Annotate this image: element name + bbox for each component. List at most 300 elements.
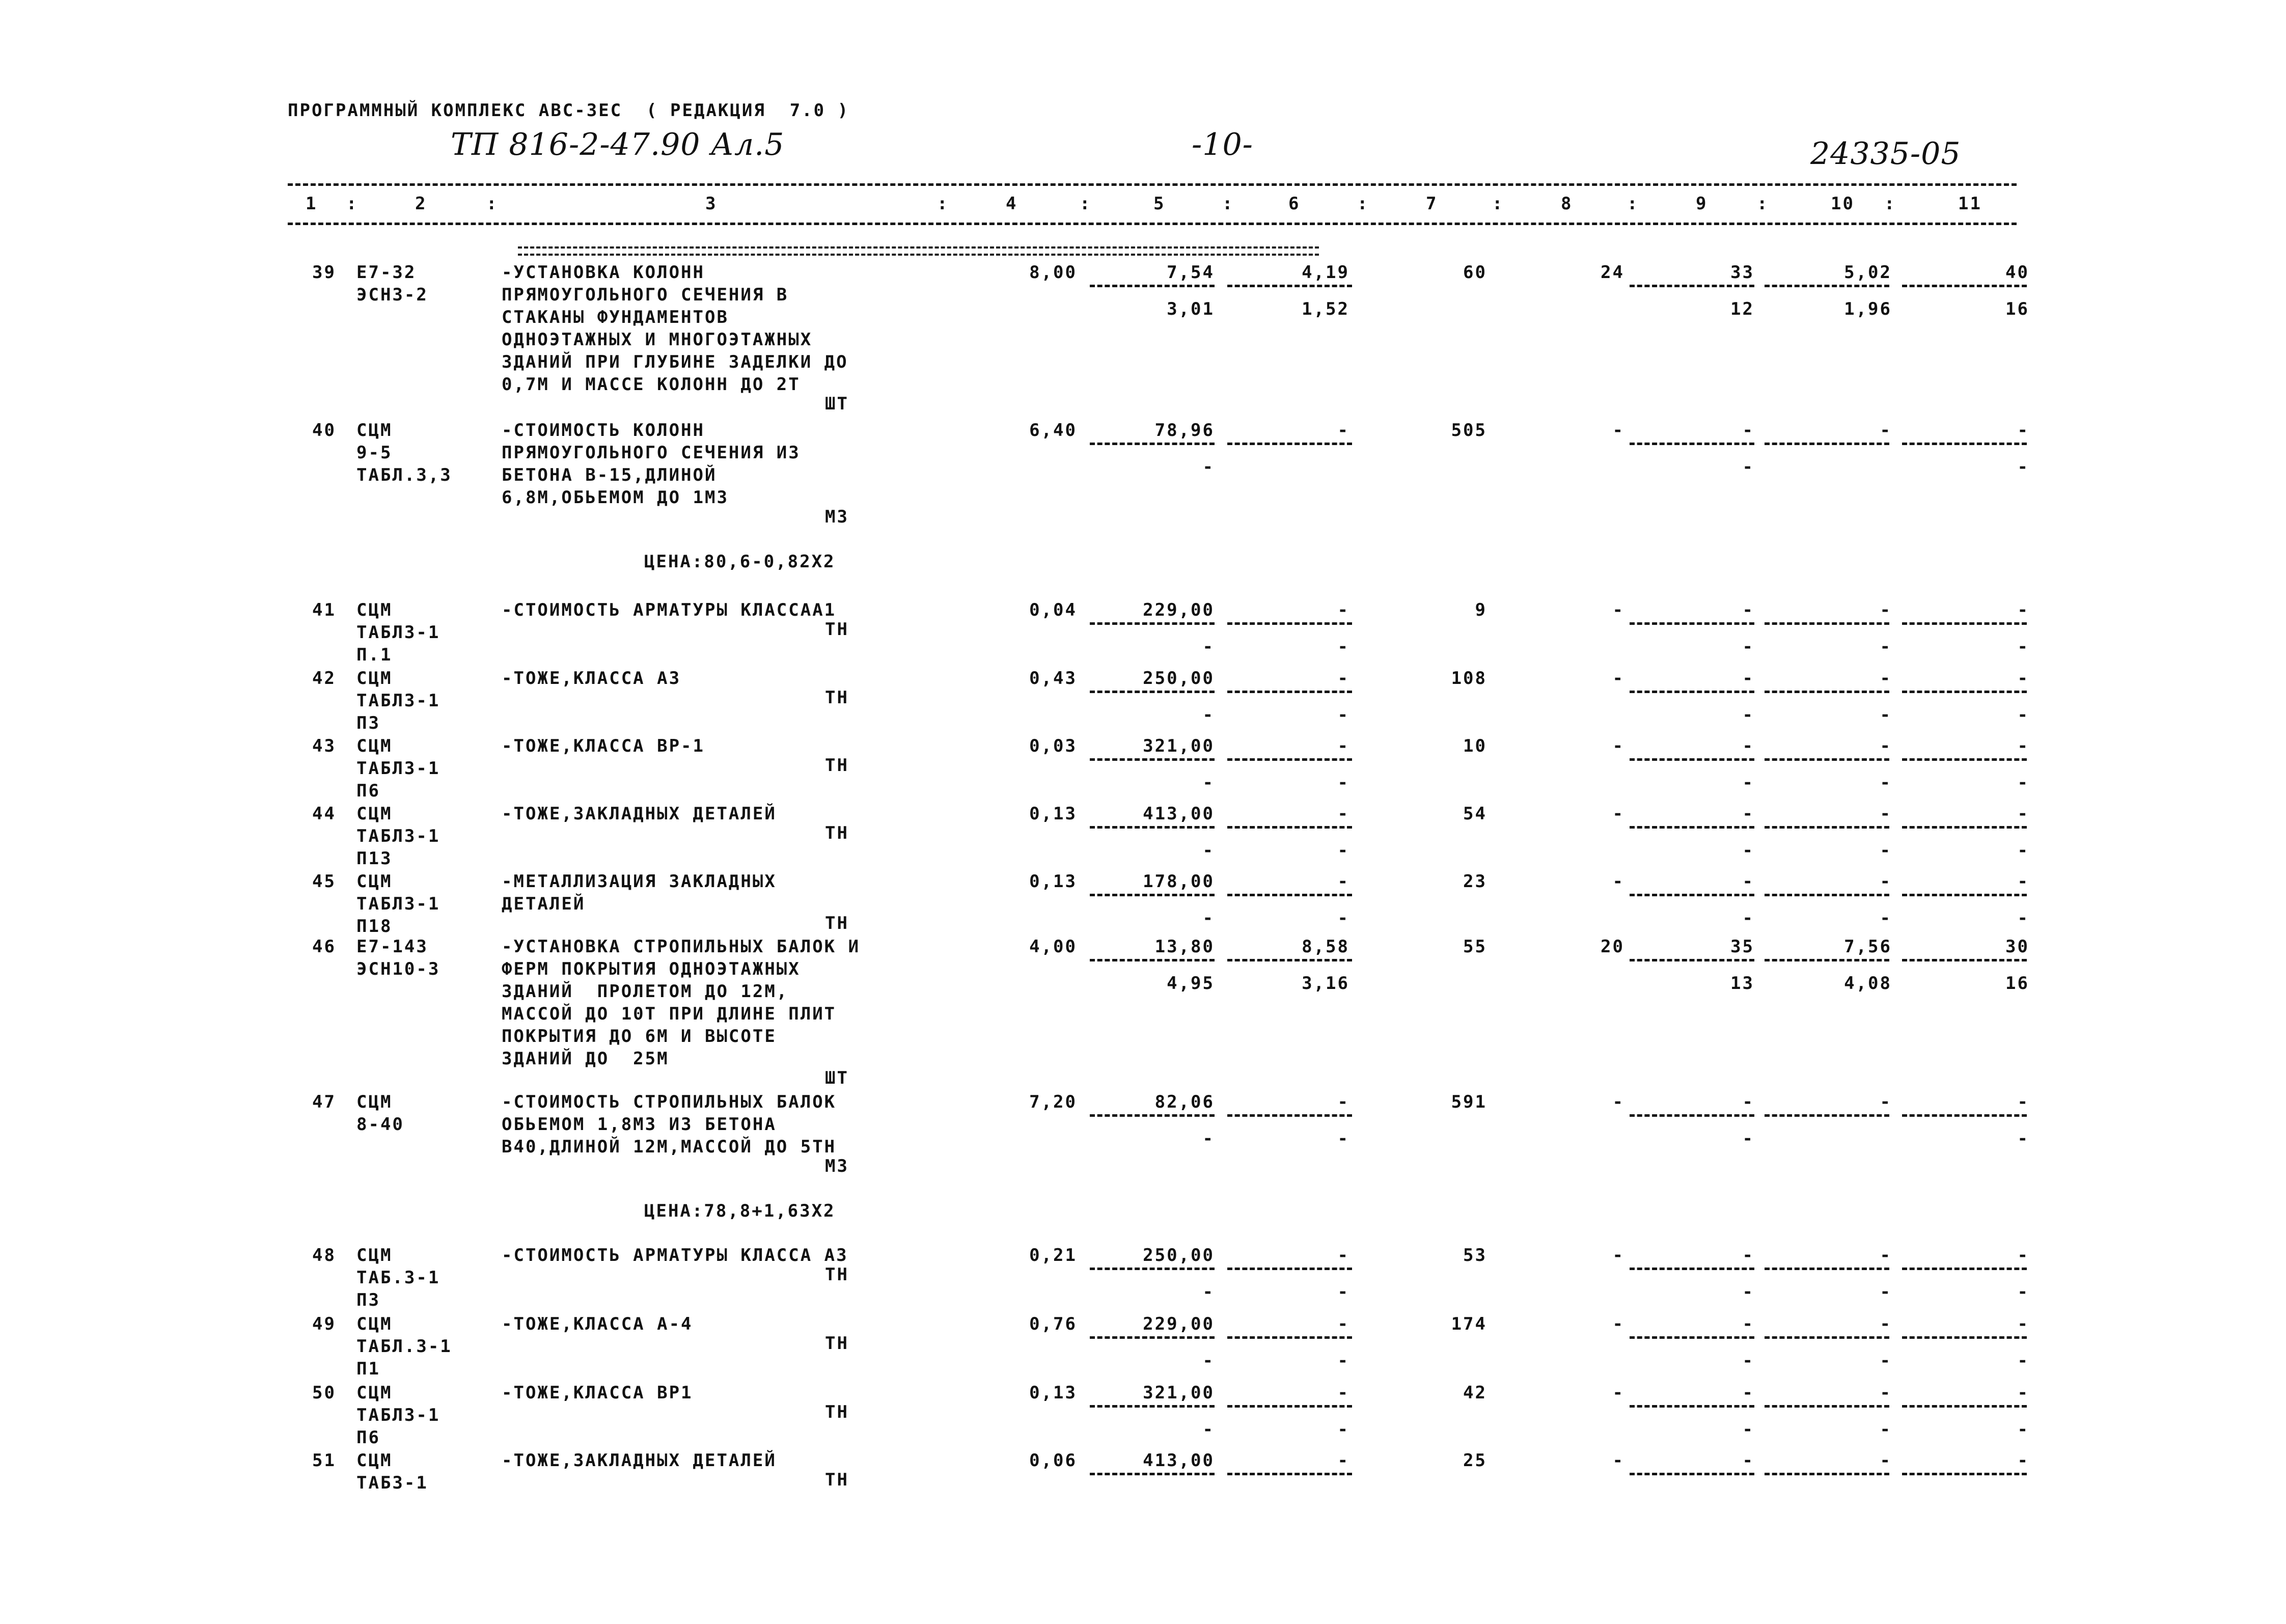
cell-c10b: - (1880, 1351, 1892, 1371)
column-separator: : (1492, 194, 1504, 214)
cell-c8: - (1612, 600, 1624, 620)
fraction-rule-c5 (1090, 285, 1215, 287)
column-header-cell: 1 (306, 194, 318, 214)
resource-code: П3 (356, 713, 380, 733)
cell-c11: - (2017, 871, 2029, 892)
cell-c4: 8,00 (1029, 262, 1077, 283)
resource-code: ТАБ.3-1 (356, 1268, 440, 1288)
cell-c11b: - (2017, 1128, 2029, 1149)
cell-c7: 42 (1463, 1383, 1487, 1403)
cell-c5: 229,00 (1143, 600, 1215, 620)
row-number: 42 (312, 668, 336, 689)
cell-c10: - (1880, 600, 1892, 620)
unit-of-measure: ТН (825, 1333, 849, 1354)
row-number: 43 (312, 736, 336, 756)
work-description: -СТОИМОСТЬ КОЛОНН (502, 420, 705, 441)
resource-code: СЦМ (356, 668, 393, 689)
cell-c4: 6,40 (1029, 420, 1077, 441)
cell-c10: - (1880, 1314, 1892, 1334)
resource-code: Е7-143 (356, 937, 428, 957)
cell-c4: 0,43 (1029, 668, 1077, 689)
program-line: ПРОГРАММНЫЙ КОМПЛЕКС АВС-3ЕС ( РЕДАКЦИЯ 7.0 ) (288, 100, 850, 121)
work-description: ДЕТАЛЕЙ (502, 894, 586, 914)
resource-code: ТАБ3-1 (356, 1473, 428, 1493)
fraction-rule-c6 (1227, 826, 1352, 829)
cell-c11b: - (2017, 457, 2029, 477)
cell-c10: - (1880, 1450, 1892, 1471)
column-separator: : (1357, 194, 1369, 214)
cell-c6: - (1337, 1092, 1349, 1112)
cell-c10: - (1880, 668, 1892, 689)
fraction-rule-c9 (1630, 1336, 1754, 1339)
cell-c4: 0,06 (1029, 1450, 1077, 1471)
cell-c5b: 4,95 (1167, 973, 1215, 994)
column-header-cell: 8 (1561, 194, 1573, 214)
fraction-rule-c10 (1765, 285, 1889, 287)
unit-of-measure: ТН (825, 1470, 849, 1490)
cell-c6: 4,19 (1302, 262, 1349, 283)
cell-c7: 54 (1463, 804, 1487, 824)
cell-c9b: 12 (1730, 299, 1754, 319)
resource-code: П6 (356, 1427, 380, 1448)
cell-c9b: - (1742, 1419, 1754, 1440)
cell-c10b: - (1880, 908, 1892, 928)
unit-of-measure: ТН (825, 687, 849, 708)
fraction-rule-c11 (1902, 1336, 2027, 1339)
fraction-rule-c10 (1765, 959, 1889, 961)
cell-c10b: 1,96 (1844, 299, 1892, 319)
work-description: -МЕТАЛЛИЗАЦИЯ ЗАКЛАДНЫХ (502, 871, 777, 892)
column-header-cell: 5 (1153, 194, 1166, 214)
unit-of-measure: ТН (825, 1402, 849, 1422)
row-number: 47 (312, 1092, 336, 1112)
price-formula: ЦЕНА:80,6-0,82Х2 (644, 552, 836, 572)
cell-c8: - (1612, 736, 1624, 756)
fraction-rule-c5 (1090, 1268, 1215, 1270)
fraction-rule-c9 (1630, 758, 1754, 761)
resource-code: ТАБЛ.3-1 (356, 1336, 452, 1357)
column-header-cell: 9 (1696, 194, 1708, 214)
cell-c8: - (1612, 871, 1624, 892)
fraction-rule-c9 (1630, 1405, 1754, 1408)
fraction-rule-c6 (1227, 1114, 1352, 1117)
column-separator: : (346, 194, 359, 214)
cell-c11: - (2017, 1245, 2029, 1265)
row-number: 51 (312, 1450, 336, 1471)
cell-c5b: - (1202, 1351, 1215, 1371)
fraction-rule-c11 (1902, 1268, 2027, 1270)
cell-c11b: - (2017, 908, 2029, 928)
cell-c6: - (1337, 600, 1349, 620)
cell-c9: - (1742, 420, 1754, 441)
column-separator: : (486, 194, 499, 214)
cell-c6: - (1337, 420, 1349, 441)
work-description: ЗДАНИЙ ДО 25М (502, 1049, 669, 1069)
cell-c11: - (2017, 736, 2029, 756)
cell-c5: 413,00 (1143, 1450, 1215, 1471)
cell-c11: - (2017, 600, 2029, 620)
resource-code: СЦМ (356, 1383, 393, 1403)
fraction-rule-c11 (1902, 959, 2027, 961)
work-description: ПРЯМОУГОЛЬНОГО СЕЧЕНИЯ ИЗ (502, 443, 801, 463)
resource-code: ЭСН10-3 (356, 959, 440, 979)
column-header-cell: 2 (415, 194, 427, 214)
cell-c4: 0,13 (1029, 1383, 1077, 1403)
cell-c5: 78,96 (1154, 420, 1215, 441)
fraction-rule-c5 (1090, 1405, 1215, 1408)
cell-c9b: - (1742, 773, 1754, 793)
unit-of-measure: ШТ (825, 1068, 849, 1088)
fraction-rule-c6 (1227, 691, 1352, 693)
fraction-rule-c5 (1090, 443, 1215, 445)
fraction-rule-c11 (1902, 826, 2027, 829)
fraction-rule-c10 (1765, 758, 1889, 761)
cell-c9: - (1742, 736, 1754, 756)
cell-c6: - (1337, 1450, 1349, 1471)
cell-c7: 25 (1463, 1450, 1487, 1471)
cell-c9: - (1742, 871, 1754, 892)
cell-c6: - (1337, 1245, 1349, 1265)
cell-c11b: 16 (2005, 299, 2029, 319)
row-number: 45 (312, 871, 336, 892)
cell-c11b: - (2017, 773, 2029, 793)
cell-c9b: - (1742, 705, 1754, 725)
cell-c11b: - (2017, 1351, 2029, 1371)
cell-c7: 9 (1475, 600, 1487, 620)
fraction-rule-c5 (1090, 894, 1215, 896)
fraction-rule-c9 (1630, 691, 1754, 693)
fraction-rule-c6 (1227, 959, 1352, 961)
header-rule-bottom (288, 223, 2017, 225)
column-header-cell: 7 (1426, 194, 1438, 214)
resource-code: П3 (356, 1290, 380, 1310)
cell-c5: 321,00 (1143, 1383, 1215, 1403)
cell-c6b: - (1337, 840, 1349, 861)
work-description: ОДНОЭТАЖНЫХ И МНОГОЭТАЖНЫХ (502, 329, 813, 350)
fraction-rule-c9 (1630, 894, 1754, 896)
unit-of-measure: ТН (825, 913, 849, 933)
cell-c5b: - (1202, 1419, 1215, 1440)
fraction-rule-c9 (1630, 622, 1754, 625)
fraction-rule-c9 (1630, 959, 1754, 961)
cell-c10: - (1880, 1245, 1892, 1265)
cell-c6b: - (1337, 705, 1349, 725)
resource-code: ЭСН3-2 (356, 285, 428, 305)
cell-c6b: 3,16 (1302, 973, 1349, 994)
cell-c5b: - (1202, 705, 1215, 725)
resource-code: ТАБЛ3-1 (356, 622, 440, 643)
cell-c8: - (1612, 1092, 1624, 1112)
cell-c7: 60 (1463, 262, 1487, 283)
cell-c6: 8,58 (1302, 937, 1349, 957)
resource-code: ТАБЛ3-1 (356, 758, 440, 779)
cell-c5: 178,00 (1143, 871, 1215, 892)
cell-c8: - (1612, 668, 1624, 689)
resource-code: 8-40 (356, 1114, 404, 1135)
fraction-rule-c9 (1630, 443, 1754, 445)
cell-c5: 82,06 (1154, 1092, 1215, 1112)
cell-c11: - (2017, 1092, 2029, 1112)
unit-of-measure: М3 (825, 507, 849, 527)
work-description: ЗДАНИЙ ПРОЛЕТОМ ДО 12М, (502, 981, 789, 1002)
cell-c4: 0,13 (1029, 804, 1077, 824)
cell-c9: - (1742, 1383, 1754, 1403)
fraction-rule-c5 (1090, 622, 1215, 625)
work-description: -ТОЖЕ,ЗАКЛАДНЫХ ДЕТАЛЕЙ (502, 1450, 777, 1471)
cell-c10b: - (1880, 773, 1892, 793)
cell-c5b: 3,01 (1167, 299, 1215, 319)
fraction-rule-c11 (1902, 285, 2027, 287)
cell-c9b: - (1742, 1351, 1754, 1371)
fraction-rule-c11 (1902, 758, 2027, 761)
work-description: -УСТАНОВКА КОЛОНН (502, 262, 705, 283)
section-double-rule (518, 246, 1319, 256)
column-header-cell: 11 (1958, 194, 1982, 214)
cell-c10b: - (1880, 1282, 1892, 1302)
cell-c4: 0,04 (1029, 600, 1077, 620)
resource-code: Е7-32 (356, 262, 417, 283)
cell-c6b: - (1337, 1419, 1349, 1440)
cell-c11b: - (2017, 1282, 2029, 1302)
resource-code: СЦМ (356, 871, 393, 892)
cell-c10: - (1880, 420, 1892, 441)
cell-c7: 591 (1451, 1092, 1487, 1112)
fraction-rule-c5 (1090, 1473, 1215, 1475)
cell-c6: - (1337, 871, 1349, 892)
work-description: 0,7М И МАССЕ КОЛОНН ДО 2Т (502, 374, 801, 395)
unit-of-measure: ТН (825, 823, 849, 843)
work-description: ОБЬЕМОМ 1,8М3 ИЗ БЕТОНА (502, 1114, 777, 1135)
cell-c5: 7,54 (1167, 262, 1215, 283)
cell-c9b: - (1742, 840, 1754, 861)
work-description: -СТОИМОСТЬ АРМАТУРЫ КЛАССАА1 (502, 600, 837, 620)
fraction-rule-c11 (1902, 1405, 2027, 1408)
fraction-rule-c10 (1765, 691, 1889, 693)
work-description: МАССОЙ ДО 10Т ПРИ ДЛИНЕ ПЛИТ (502, 1004, 837, 1024)
cell-c9b: - (1742, 908, 1754, 928)
fraction-rule-c6 (1227, 1473, 1352, 1475)
fraction-rule-c6 (1227, 758, 1352, 761)
cell-c8: - (1612, 804, 1624, 824)
cell-c4: 0,03 (1029, 736, 1077, 756)
fraction-rule-c10 (1765, 894, 1889, 896)
cell-c9: 33 (1730, 262, 1754, 283)
cell-c8: 20 (1601, 937, 1624, 957)
resource-code: ТАБЛ3-1 (356, 826, 440, 846)
cell-c7: 10 (1463, 736, 1487, 756)
cell-c5: 250,00 (1143, 668, 1215, 689)
work-description: -ТОЖЕ,КЛАССА А-4 (502, 1314, 693, 1334)
cell-c6: - (1337, 736, 1349, 756)
resource-code: 9-5 (356, 443, 393, 463)
row-number: 49 (312, 1314, 336, 1334)
cell-c7: 55 (1463, 937, 1487, 957)
fraction-rule-c10 (1765, 826, 1889, 829)
fraction-rule-c5 (1090, 1114, 1215, 1117)
cell-c9b: - (1742, 1282, 1754, 1302)
fraction-rule-c11 (1902, 1473, 2027, 1475)
cell-c4: 7,20 (1029, 1092, 1077, 1112)
resource-code: П.1 (356, 645, 393, 665)
fraction-rule-c10 (1765, 443, 1889, 445)
cell-c11: - (2017, 1314, 2029, 1334)
cell-c5b: - (1202, 457, 1215, 477)
resource-code: СЦМ (356, 1314, 393, 1334)
column-separator: : (1627, 194, 1639, 214)
cell-c10: - (1880, 1092, 1892, 1112)
work-description: -ТОЖЕ,КЛАССА ВР-1 (502, 736, 705, 756)
resource-code: СЦМ (356, 1092, 393, 1112)
fraction-rule-c11 (1902, 691, 2027, 693)
cell-c11b: - (2017, 1419, 2029, 1440)
column-separator: : (1222, 194, 1234, 214)
cell-c5: 321,00 (1143, 736, 1215, 756)
cell-c10: - (1880, 871, 1892, 892)
cell-c8: - (1612, 1450, 1624, 1471)
work-description: -СТОИМОСТЬ СТРОПИЛЬНЫХ БАЛОК (502, 1092, 837, 1112)
row-number: 48 (312, 1245, 336, 1265)
cell-c11b: - (2017, 637, 2029, 657)
fraction-rule-c6 (1227, 894, 1352, 896)
row-number: 41 (312, 600, 336, 620)
cell-c5b: - (1202, 1282, 1215, 1302)
resource-code: СЦМ (356, 1245, 393, 1265)
resource-code: СЦМ (356, 736, 393, 756)
cell-c9: - (1742, 1314, 1754, 1334)
cell-c6b: - (1337, 773, 1349, 793)
price-formula: ЦЕНА:78,8+1,63Х2 (644, 1201, 836, 1221)
fraction-rule-c6 (1227, 1405, 1352, 1408)
cell-c10: 5,02 (1844, 262, 1892, 283)
fraction-rule-c9 (1630, 1268, 1754, 1270)
cell-c5: 229,00 (1143, 1314, 1215, 1334)
resource-code: ТАБЛ.3,3 (356, 465, 452, 485)
fraction-rule-c9 (1630, 1114, 1754, 1117)
fraction-rule-c5 (1090, 758, 1215, 761)
fraction-rule-c9 (1630, 1473, 1754, 1475)
work-description: -ТОЖЕ,КЛАССА А3 (502, 668, 681, 689)
work-description: ПОКРЫТИЯ ДО 6М И ВЫСОТЕ (502, 1026, 777, 1047)
work-description: -СТОИМОСТЬ АРМАТУРЫ КЛАССА А3 (502, 1245, 848, 1265)
cell-c9b: - (1742, 1128, 1754, 1149)
column-separator: : (1757, 194, 1769, 214)
cell-c10b: 4,08 (1844, 973, 1892, 994)
cell-c5: 250,00 (1143, 1245, 1215, 1265)
unit-of-measure: ТН (825, 619, 849, 640)
header-rule-top (288, 183, 2017, 186)
unit-of-measure: ТН (825, 755, 849, 776)
cell-c11b: - (2017, 840, 2029, 861)
cell-c9b: - (1742, 637, 1754, 657)
cell-c11b: - (2017, 705, 2029, 725)
work-description: -ТОЖЕ,КЛАССА ВР1 (502, 1383, 693, 1403)
column-header-cell: 3 (705, 194, 718, 214)
unit-of-measure: М3 (825, 1156, 849, 1176)
cell-c7: 108 (1451, 668, 1487, 689)
cell-c9: - (1742, 668, 1754, 689)
cell-c10b: - (1880, 637, 1892, 657)
fraction-rule-c5 (1090, 959, 1215, 961)
sheet-code: 24335-05 (1810, 136, 1961, 172)
fraction-rule-c11 (1902, 1114, 2027, 1117)
cell-c6b: 1,52 (1302, 299, 1349, 319)
column-header-cell: 10 (1831, 194, 1855, 214)
row-number: 40 (312, 420, 336, 441)
resource-code: СЦМ (356, 804, 393, 824)
cell-c10: - (1880, 804, 1892, 824)
cell-c11: - (2017, 804, 2029, 824)
cell-c7: 23 (1463, 871, 1487, 892)
fraction-rule-c9 (1630, 285, 1754, 287)
resource-code: СЦМ (356, 600, 393, 620)
cell-c5b: - (1202, 773, 1215, 793)
fraction-rule-c10 (1765, 1405, 1889, 1408)
work-description: ПРЯМОУГОЛЬНОГО СЕЧЕНИЯ В (502, 285, 789, 305)
work-description: -ТОЖЕ,ЗАКЛАДНЫХ ДЕТАЛЕЙ (502, 804, 777, 824)
cell-c6b: - (1337, 908, 1349, 928)
column-separator: : (1080, 194, 1092, 214)
fraction-rule-c6 (1227, 1268, 1352, 1270)
work-description: 6,8М,ОБЬЕМОМ ДО 1М3 (502, 487, 729, 508)
column-header-cell: 6 (1288, 194, 1301, 214)
cell-c9b: - (1742, 457, 1754, 477)
fraction-rule-c6 (1227, 285, 1352, 287)
resource-code: ТАБЛ3-1 (356, 1405, 440, 1425)
cell-c10: - (1880, 1383, 1892, 1403)
cell-c4: 0,21 (1029, 1245, 1077, 1265)
cell-c10b: - (1880, 1419, 1892, 1440)
document-code: ТП 816-2-47.90 Ал.5 (451, 127, 785, 162)
row-number: 44 (312, 804, 336, 824)
cell-c5b: - (1202, 840, 1215, 861)
cell-c6b: - (1337, 1282, 1349, 1302)
fraction-rule-c11 (1902, 443, 2027, 445)
fraction-rule-c6 (1227, 1336, 1352, 1339)
work-description: ФЕРМ ПОКРЫТИЯ ОДНОЭТАЖНЫХ (502, 959, 801, 979)
cell-c4: 4,00 (1029, 937, 1077, 957)
page-number: -10- (1192, 127, 1253, 162)
cell-c4: 0,76 (1029, 1314, 1077, 1334)
cell-c7: 53 (1463, 1245, 1487, 1265)
cell-c6: - (1337, 1314, 1349, 1334)
row-number: 46 (312, 937, 336, 957)
cell-c11: - (2017, 420, 2029, 441)
resource-code: П18 (356, 916, 393, 937)
resource-code: ТАБЛ3-1 (356, 691, 440, 711)
cell-c6b: - (1337, 1128, 1349, 1149)
cell-c7: 505 (1451, 420, 1487, 441)
fraction-rule-c10 (1765, 1473, 1889, 1475)
row-number: 39 (312, 262, 336, 283)
cell-c11: - (2017, 1383, 2029, 1403)
fraction-rule-c6 (1227, 622, 1352, 625)
cell-c10: - (1880, 736, 1892, 756)
resource-code: П13 (356, 848, 393, 869)
resource-code: СЦМ (356, 420, 393, 441)
cell-c8: - (1612, 420, 1624, 441)
cell-c5b: - (1202, 1128, 1215, 1149)
fraction-rule-c11 (1902, 894, 2027, 896)
resource-code: П1 (356, 1359, 380, 1379)
cell-c11: 40 (2005, 262, 2029, 283)
cell-c5: 413,00 (1143, 804, 1215, 824)
cell-c8: - (1612, 1314, 1624, 1334)
resource-code: СЦМ (356, 1450, 393, 1471)
cell-c6: - (1337, 668, 1349, 689)
column-separator: : (937, 194, 949, 214)
column-header-cell: 4 (1006, 194, 1018, 214)
cell-c10b: - (1880, 840, 1892, 861)
